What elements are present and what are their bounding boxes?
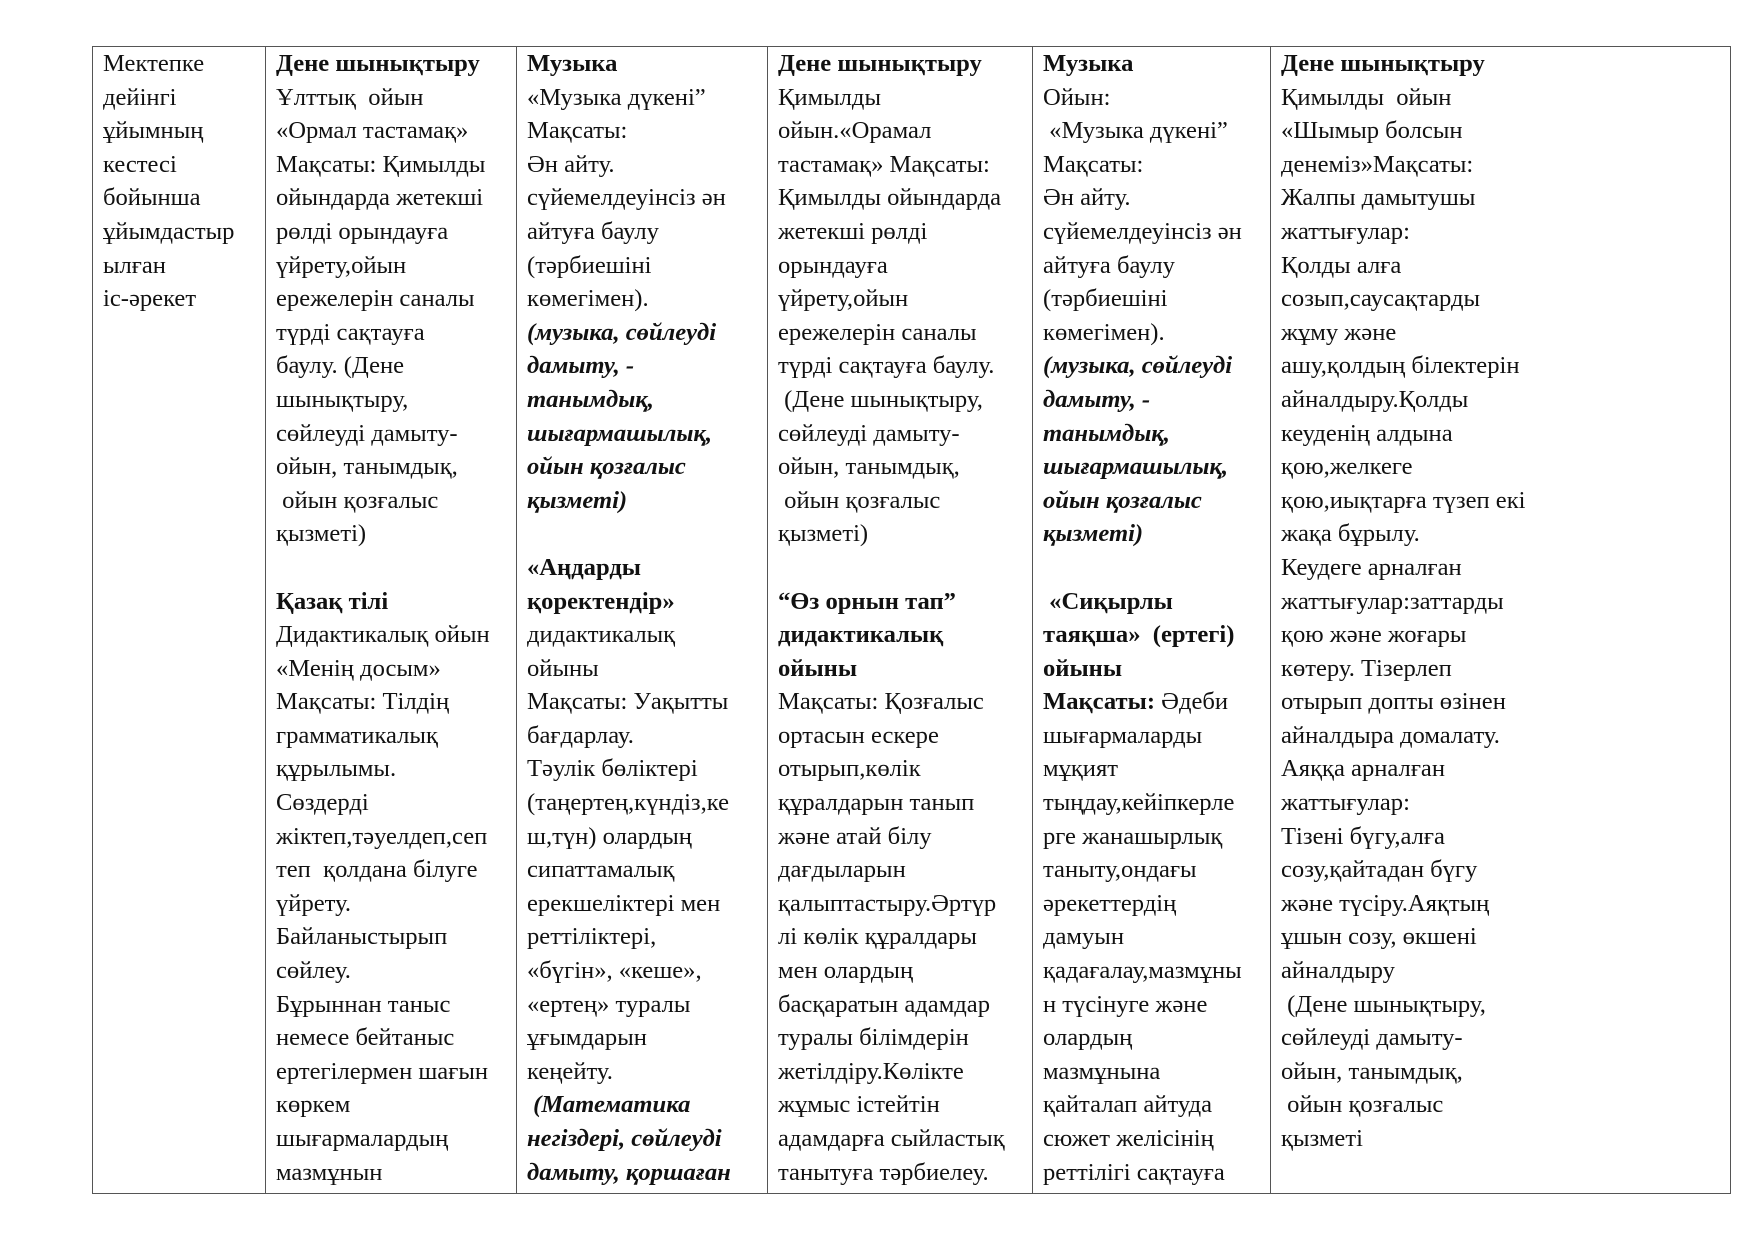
cell-line: үйрету. bbox=[276, 889, 352, 917]
cell-line: жақа бұрылу. bbox=[1281, 520, 1420, 548]
cell-line: Байланыстырып bbox=[276, 923, 448, 951]
cell-line: Қимылды ойын bbox=[1281, 83, 1452, 111]
blank-line bbox=[276, 551, 512, 585]
cell-line: көмегімен). bbox=[527, 285, 649, 313]
cell-line: жаттығулар:заттарды bbox=[1281, 587, 1504, 615]
cell-line: танытуға тәрбиелеу. bbox=[778, 1158, 989, 1186]
cell-line: дағдыларын bbox=[778, 856, 906, 884]
cell-line: созу,қайтадан бүгу bbox=[1281, 856, 1478, 884]
cell-line: Ән айту. bbox=[1043, 184, 1131, 212]
cell-line: ортасын ескере bbox=[778, 721, 939, 749]
cell-line: қызметі) bbox=[527, 486, 628, 514]
cell-line: жаттығулар: bbox=[1281, 789, 1410, 817]
cell-line: денеміз»Мақсаты: bbox=[1281, 150, 1474, 178]
cell-heading: Қазақ тілі bbox=[276, 587, 389, 615]
cell-line: басқаратын адамдар bbox=[778, 990, 991, 1018]
cell-line: (таңертең,күндіз,ке bbox=[527, 789, 730, 817]
cell-line: Жалпы дамытушы bbox=[1281, 184, 1476, 212]
cell-line: және түсіру.Аяқтың bbox=[1281, 889, 1490, 917]
cell-line: қою және жоғары bbox=[1281, 621, 1467, 649]
cell-line: ашу,қолдың білектерін bbox=[1281, 352, 1520, 380]
cell-activity-label bbox=[93, 47, 266, 1194]
cell-line: қою,иықтарға түзеп екі bbox=[1281, 486, 1526, 514]
cell-line: танымдық, bbox=[527, 385, 654, 413]
table-row bbox=[93, 47, 1731, 1194]
blank-line bbox=[778, 551, 1028, 585]
cell-line: Ұлттық ойын bbox=[276, 83, 424, 111]
cell-day-5 bbox=[1271, 47, 1731, 1194]
cell-line: көтеру. Тізерлеп bbox=[1281, 654, 1452, 682]
cell-line: н түсінуге және bbox=[1043, 990, 1208, 1018]
cell-line: Мақсаты: bbox=[527, 117, 628, 145]
cell-heading: «Аңдарды bbox=[527, 553, 641, 581]
cell-line: қызметі bbox=[1281, 1125, 1363, 1152]
cell-line: Қолды алға bbox=[1281, 251, 1402, 279]
cell-line: ұғымдарын bbox=[527, 1024, 647, 1052]
cell-line: кеуденің алдына bbox=[1281, 419, 1453, 447]
cell-line: «Шымыр болсын bbox=[1281, 117, 1463, 145]
cell-line: туралы білімдерін bbox=[778, 1024, 969, 1052]
cell-line: дамыту, - bbox=[527, 352, 635, 380]
blank-line bbox=[527, 517, 763, 551]
cell-line: созып,саусақтарды bbox=[1281, 285, 1480, 313]
cell-heading: ойыны bbox=[1043, 654, 1123, 682]
cell-line: (музыка, сөйлеуді bbox=[527, 318, 717, 346]
cell-day-2 bbox=[517, 47, 768, 1194]
cell-line: Қимылды bbox=[778, 83, 881, 111]
cell-line: дейінгі bbox=[103, 83, 177, 111]
cell-line: сүйемелдеуінсіз ән bbox=[1043, 217, 1242, 245]
cell-line: тыңдау,кейіпкерле bbox=[1043, 789, 1235, 817]
cell-line: Мектепке bbox=[103, 50, 205, 77]
cell-line: қызметі) bbox=[778, 520, 869, 548]
cell-line: реттілігі сақтауға bbox=[1043, 1158, 1225, 1186]
cell-line: ережелерін саналы bbox=[276, 285, 475, 313]
cell-line: мен олардың bbox=[778, 957, 914, 985]
schedule-table bbox=[92, 46, 1731, 1194]
cell-line: айналдыру bbox=[1281, 957, 1395, 985]
cell-line: «бүгін», «кеше», bbox=[527, 957, 702, 985]
cell-line: Мақсаты: Әдеби bbox=[1043, 688, 1229, 716]
cell-line: Мақсаты: Тілдің bbox=[276, 688, 450, 716]
cell-line: ойын қозғалыс bbox=[1043, 486, 1202, 514]
cell-line: үйрету,ойын bbox=[778, 285, 909, 313]
cell-heading: Музыка bbox=[1043, 50, 1134, 77]
cell-line: тастамақ» Мақсаты: bbox=[778, 150, 990, 178]
cell-line: құрылымы. bbox=[276, 755, 397, 783]
cell-line: мұқият bbox=[1043, 755, 1119, 783]
cell-line: айналдыра домалату. bbox=[1281, 721, 1500, 749]
cell-line: сөйлеуді дамыту- bbox=[778, 419, 960, 447]
cell-line: қызметі) bbox=[276, 520, 367, 548]
cell-day-3 bbox=[768, 47, 1033, 1194]
cell-line: жұмыс істейтін bbox=[778, 1091, 940, 1119]
cell-line: қайталап айтуда bbox=[1043, 1091, 1213, 1119]
cell-line: жұму және bbox=[1281, 318, 1397, 346]
cell-line: ш,түн) олардың bbox=[527, 822, 692, 850]
cell-line: сүйемелдеуінсіз ән bbox=[527, 184, 726, 212]
cell-line: айтуға баулу bbox=[1043, 251, 1175, 279]
cell-line: Мақсаты: Қимылды bbox=[276, 150, 486, 178]
cell-line: Мақсаты: Уақытты bbox=[527, 688, 729, 716]
cell-line: орындауға bbox=[778, 251, 888, 279]
cell-line: ойын қозғалыс bbox=[778, 486, 941, 514]
cell-line: ертегілермен шағын bbox=[276, 1057, 489, 1085]
blank-line bbox=[1043, 551, 1266, 585]
cell-line: ұйымдастыр bbox=[103, 217, 235, 245]
cell-line: қалыптастыру.Әртүр bbox=[778, 889, 997, 917]
cell-line: кеңейту. bbox=[527, 1057, 613, 1085]
cell-line: сөйлеу. bbox=[276, 957, 351, 985]
cell-line: көмегімен). bbox=[1043, 318, 1165, 346]
cell-line: Тәулік бөліктері bbox=[527, 755, 698, 783]
cell-heading: Дене шынықтыру bbox=[1281, 50, 1485, 77]
cell-line: бойынша bbox=[103, 184, 201, 212]
cell-heading: Дене шынықтыру bbox=[276, 50, 480, 77]
cell-line: «Музыка дүкені” bbox=[527, 83, 706, 111]
cell-line: ойын қозғалыс bbox=[527, 453, 686, 481]
cell-line: ережелерін саналы bbox=[778, 318, 977, 346]
cell-line: дамыту, - bbox=[1043, 385, 1151, 413]
cell-line: ойын.«Орамал bbox=[778, 117, 932, 145]
cell-line: реттіліктері, bbox=[527, 923, 657, 951]
cell-line: дидактикалық bbox=[527, 621, 676, 649]
cell-heading: «Сиқырлы bbox=[1043, 587, 1173, 615]
cell-line: бағдарлау. bbox=[527, 721, 634, 749]
cell-line: ұшын созу, өкшені bbox=[1281, 923, 1477, 951]
cell-line: негіздері, сөйлеуді bbox=[527, 1125, 722, 1152]
cell-line: құралдарын танып bbox=[778, 789, 975, 817]
cell-line: сюжет желісінің bbox=[1043, 1125, 1214, 1152]
cell-line: түрді сақтауға баулу. bbox=[778, 352, 995, 380]
cell-line: лі көлік құралдары bbox=[778, 923, 977, 951]
cell-line: жіктеп,тәуелдеп,сеп bbox=[276, 822, 488, 850]
cell-line: әрекеттердің bbox=[1043, 889, 1177, 917]
cell-line: Аяққа арналған bbox=[1281, 755, 1445, 783]
cell-line: грамматикалық bbox=[276, 721, 438, 749]
cell-line: рөлді орындауға bbox=[276, 217, 449, 245]
cell-line: «Менің досым» bbox=[276, 654, 441, 682]
cell-line: отырып допты өзінен bbox=[1281, 688, 1506, 716]
cell-line: Мақсаты: bbox=[1043, 150, 1144, 178]
cell-line: және атай білу bbox=[778, 822, 932, 850]
cell-line: үйрету,ойын bbox=[276, 251, 407, 279]
cell-line: Кеудеге арналған bbox=[1281, 553, 1462, 581]
cell-line: теп қолдана білуге bbox=[276, 856, 478, 884]
cell-line: ұйымның bbox=[103, 117, 204, 145]
cell-line: жетілдіру.Көлікте bbox=[778, 1057, 964, 1085]
cell-line: қызметі) bbox=[1043, 520, 1144, 548]
cell-line: ойындарда жетекші bbox=[276, 184, 484, 212]
cell-line: көркем bbox=[276, 1091, 351, 1119]
cell-line: мазмұнын bbox=[276, 1158, 383, 1186]
cell-line: (тәрбиешіні bbox=[527, 251, 652, 279]
cell-line: рге жанашырлық bbox=[1043, 822, 1223, 850]
cell-heading: Дене шынықтыру bbox=[778, 50, 982, 77]
cell-line: «ертең» туралы bbox=[527, 990, 691, 1018]
cell-line: ойын, танымдық, bbox=[778, 453, 960, 481]
cell-line: Бұрыннан таныс bbox=[276, 990, 451, 1018]
cell-line: шығармалардың bbox=[276, 1125, 449, 1152]
cell-line: (Дене шынықтыру, bbox=[1281, 990, 1486, 1018]
cell-line: мазмұнына bbox=[1043, 1057, 1161, 1085]
cell-line: жетекші рөлді bbox=[778, 217, 928, 245]
cell-line: «Музыка дүкені” bbox=[1043, 117, 1228, 145]
cell-line: Мақсаты: Қозғалыс bbox=[778, 688, 984, 716]
cell-day-4 bbox=[1033, 47, 1271, 1194]
cell-line: отырып,көлік bbox=[778, 755, 921, 783]
cell-line: жаттығулар: bbox=[1281, 217, 1410, 245]
cell-line: ойын қозғалыс bbox=[276, 486, 439, 514]
cell-line: ойын, танымдық, bbox=[276, 453, 458, 481]
cell-line: ойыны bbox=[527, 654, 599, 682]
cell-line: (тәрбиешіні bbox=[1043, 285, 1168, 313]
cell-heading: таяқша» (ертегі) bbox=[1043, 621, 1235, 649]
cell-line: шынықтыру, bbox=[276, 385, 409, 413]
cell-heading: Музыка bbox=[527, 50, 618, 77]
cell-line: дамуын bbox=[1043, 923, 1124, 951]
cell-heading: “Өз орнын тап” bbox=[778, 587, 956, 615]
cell-line: Тізені бүгу,алға bbox=[1281, 822, 1445, 850]
cell-line: адамдарға сыйластық bbox=[778, 1125, 1005, 1152]
cell-line: немесе бейтаныс bbox=[276, 1024, 455, 1052]
cell-line: танымдық, bbox=[1043, 419, 1170, 447]
cell-line: іс-әрекет bbox=[103, 285, 197, 313]
cell-line: дамыту, қоршаған bbox=[527, 1158, 731, 1186]
cell-line: түрді сақтауға bbox=[276, 318, 425, 346]
cell-line: сөйлеуді дамыту- bbox=[276, 419, 458, 447]
cell-line: Сөздерді bbox=[276, 789, 369, 817]
cell-line: ойын, танымдық, bbox=[1281, 1057, 1463, 1085]
cell-line: айтуға баулу bbox=[527, 217, 659, 245]
cell-line: шығармашылық, bbox=[1043, 453, 1228, 481]
cell-line: шығармашылық, bbox=[527, 419, 712, 447]
cell-line: таныту,ондағы bbox=[1043, 856, 1197, 884]
cell-line: (Дене шынықтыру, bbox=[778, 385, 983, 413]
cell-line: ерекшеліктері мен bbox=[527, 889, 721, 917]
cell-line: Қимылды ойындарда bbox=[778, 184, 1002, 212]
cell-line: қадағалау,мазмұны bbox=[1043, 957, 1242, 985]
cell-line: айналдыру.Қолды bbox=[1281, 385, 1469, 413]
cell-line: баулу. (Дене bbox=[276, 352, 405, 380]
cell-heading: қоректендір» bbox=[527, 587, 675, 615]
cell-line: сипаттамалық bbox=[527, 856, 675, 884]
cell-line: Ән айту. bbox=[527, 150, 615, 178]
cell-line: ойын қозғалыс bbox=[1281, 1091, 1444, 1119]
cell-line: олардың bbox=[1043, 1024, 1133, 1052]
cell-line: ылған bbox=[103, 251, 166, 279]
cell-line: шығармаларды bbox=[1043, 721, 1203, 749]
cell-line: Дидактикалық ойын bbox=[276, 621, 490, 649]
cell-line: қою,желкеге bbox=[1281, 453, 1413, 481]
cell-line: (музыка, сөйлеуді bbox=[1043, 352, 1233, 380]
cell-line: кестесі bbox=[103, 150, 177, 178]
cell-line: (Математика bbox=[527, 1091, 691, 1119]
cell-line: Ойын: bbox=[1043, 83, 1111, 111]
cell-line: сөйлеуді дамыту- bbox=[1281, 1024, 1463, 1052]
cell-line: «Ормал тастамақ» bbox=[276, 117, 469, 145]
cell-heading: ойыны bbox=[778, 654, 858, 682]
cell-heading: дидактикалық bbox=[778, 621, 944, 649]
cell-day-1 bbox=[266, 47, 517, 1194]
